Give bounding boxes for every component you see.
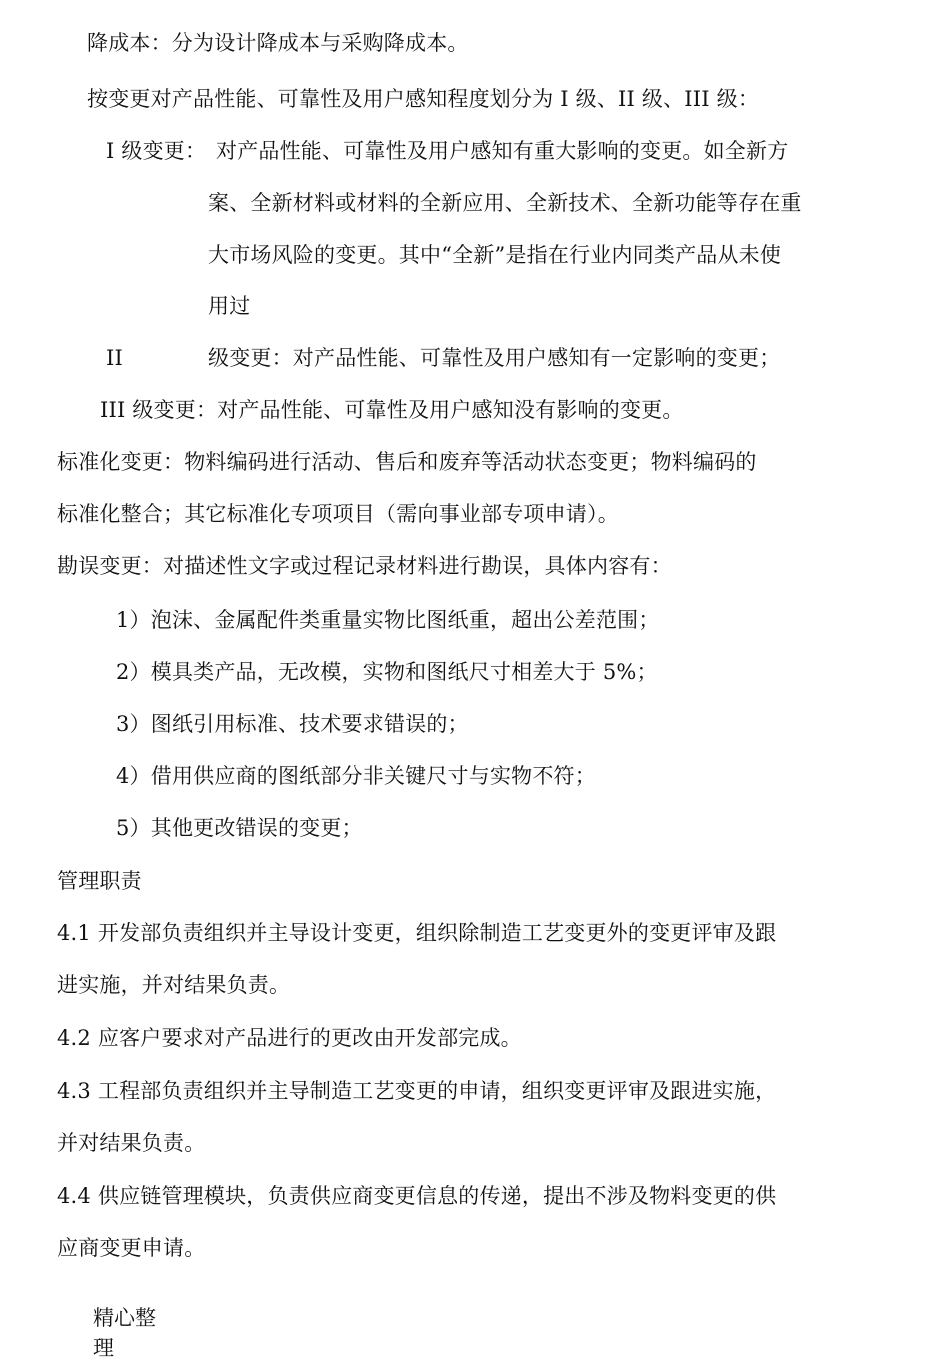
errata-item-2: 2）模具类产品，无改模，实物和图纸尺寸相差大于 5%； [116, 660, 658, 684]
duty-4-2: 4.2 应客户要求对产品进行的更改由开发部完成。 [57, 1026, 522, 1050]
duty-4-1-line2: 进实施，并对结果负责。 [57, 973, 291, 997]
footer-text: 精心整理 [93, 1306, 156, 1360]
duties-heading: 管理职责 [57, 869, 142, 893]
level1-line4: 用过 [208, 294, 251, 318]
duty-4-3-line2: 并对结果负责。 [57, 1131, 206, 1155]
errata-item-3: 3）图纸引用标准、技术要求错误的； [116, 712, 469, 736]
level2-text: 级变更：对产品性能、可靠性及用户感知有一定影响的变更； [208, 346, 781, 370]
std-change-line1: 标准化变更：物料编码进行活动、售后和废弃等活动状态变更；物料编码的 [57, 450, 757, 474]
level1-title: I 级变更： [106, 139, 207, 163]
std-change-line2: 标准化整合；其它标准化专项项目（需向事业部专项申请）。 [57, 502, 619, 526]
errata-item-4: 4）借用供应商的图纸部分非关键尺寸与实物不符； [116, 764, 596, 788]
errata-intro: 勘误变更：对描述性文字或过程记录材料进行勘误，具体内容有： [57, 554, 672, 578]
duty-4-4-line1: 4.4 供应链管理模块，负责供应商变更信息的传递，提出不涉及物料变更的供 [57, 1184, 777, 1208]
duty-4-3-line1: 4.3 工程部负责组织并主导制造工艺变更的申请，组织变更评审及跟进实施， [57, 1079, 777, 1103]
errata-item-5: 5）其他更改错误的变更； [116, 816, 363, 840]
errata-item-1: 1）泡沫、金属配件类重量实物比图纸重，超出公差范围； [116, 608, 660, 632]
level1-line1: 对产品性能、可靠性及用户感知有重大影响的变更。如全新方 [216, 139, 789, 163]
level-intro-text: 按变更对产品性能、可靠性及用户感知程度划分为 I 级、II 级、III 级： [87, 87, 760, 111]
level1-line3: 大市场风险的变更。其中“全新”是指在行业内同类产品从未使 [208, 243, 782, 267]
level2-label: II [106, 346, 123, 370]
level1-line2: 案、全新材料或材料的全新应用、全新技术、全新功能等存在重 [208, 191, 802, 215]
duty-4-4-line2: 应商变更申请。 [57, 1236, 206, 1260]
duty-4-1-line1: 4.1 开发部负责组织并主导设计变更，组织除制造工艺变更外的变更评审及跟 [57, 921, 777, 945]
level3-text: III 级变更：对产品性能、可靠性及用户感知没有影响的变更。 [100, 398, 684, 422]
cost-reduction-text: 降成本：分为设计降成本与采购降成本。 [87, 31, 469, 55]
